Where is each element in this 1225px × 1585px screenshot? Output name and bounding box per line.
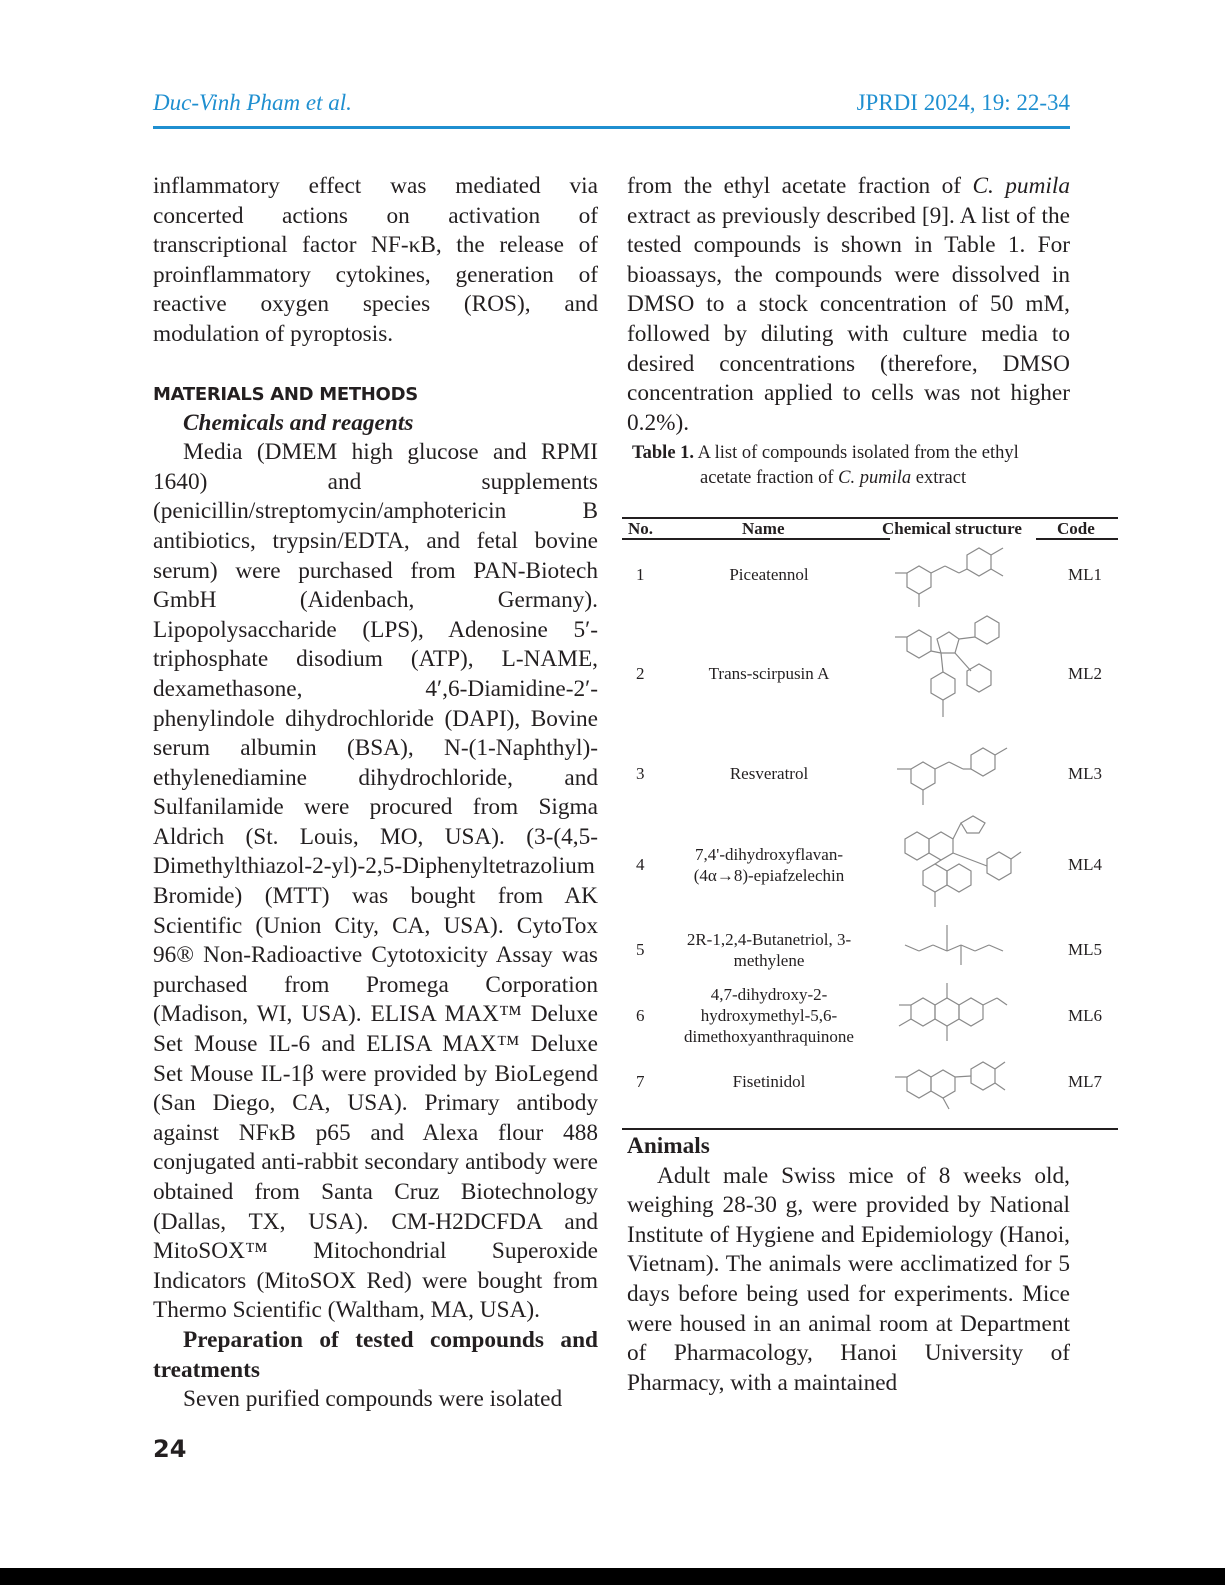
structure-image	[887, 977, 1027, 1049]
page-number: 24	[153, 1435, 187, 1463]
animals-section	[627, 1132, 1070, 1398]
intro-paragraph: inflammatory effect was mediated via concerted actions on activation of transcriptional factor NF-κB, the release of proinflammatory cytokines, generation of reactive oxygen species (ROS), and modulation of pyroptosis.	[153, 173, 598, 347]
structure-image	[887, 809, 1027, 919]
preparation-paragraph: Seven purified compounds were isolated	[183, 1386, 563, 1413]
table-top-rule	[622, 517, 1118, 519]
header-journal: JPRDI 2024, 19: 22-34	[856, 90, 1070, 115]
subheading-preparation: Preparation of tested compounds and treatments	[153, 1326, 598, 1383]
animals-paragraph: Adult male Swiss mice of 8 weeks old, weighing 28-30 g, were provided by National Institute of Hygiene and Epidemiology (Hanoi, Vietnam). The animals were acclimatized for 5 days before being used for experiments. Mice were housed in an animal room at Department of Pharmacology, Hanoi University of Pharmacy, with a maintained	[627, 1162, 1070, 1396]
header-rule	[153, 126, 1070, 129]
running-header	[153, 88, 1070, 128]
chemicals-paragraph: Media (DMEM high glucose and RPMI 1640) and supplements (penicillin/streptomycin/amphotericin B antibiotics, trypsin/EDTA, and fetal bovine serum) were purchased from PAN-Biotech GmbH (Aidenbach, Germany). Lipopolysaccharide (LPS), Adenosine 5′-triphosphate disodium (ATP), L-NAME, dexamethasone, 4′,6-Diamidine-2′-phenylindole dihydrochloride (DAPI), Bovine serum albumin (BSA), N-(1-Naphthyl)-ethylenediamine dihydrochloride, and Sulfanilamide were procured from Sigma Aldrich (St. Louis, MO, USA). (3-(4,5-Dimethylthiazol-2-yl)-2,5-Diphenyltetrazolium Bromide) (MTT) was bought from AK Scientific (Union City, CA, USA). CytoTox 96® Non-Radioactive Cytotoxicity Assay was purchased from Promega Corporation (Madison, WI, USA). ELISA MAX™ Deluxe Set Mouse IL-6 and ELISA MAX™ Deluxe Set Mouse IL-1β were provided by BioLegend (San Diego, CA, USA). Primary antibody against NFκB p65 and Alexa flour 488 conjugated anti-rabbit secondary antibody were obtained from Santa Cruz Biotechnology (Dallas, TX, USA). CM-H2DCFDA and MitoSOX™ Mitochondrial Superoxide Indicators (MitoSOX Red) were bought from Thermo Scientific (Waltham, MA, USA).	[153, 439, 598, 1324]
section-heading: MATERIALS AND METHODS	[153, 383, 418, 405]
header-author: Duc-Vinh Pham et al.	[153, 90, 352, 115]
table-caption: Table 1. A list of compounds isolated from the ethyl acetate fraction of C. pumila extract	[632, 443, 1019, 488]
table-bottom-rule	[622, 1128, 1118, 1130]
right-column	[627, 172, 1070, 438]
right-paragraph: from the ethyl acetate fraction of C. pumila extract as previously described [9]. A list of the tested compounds is shown in Table 1. For bioassays, the compounds were dissolved in DMSO to a stock concentration of 50 mM, followed by diluting with culture media to desired concentrations (therefore, DMSO concentration applied to cells was not higher 0.2%).	[627, 173, 1070, 436]
header-no: No.	[628, 519, 654, 538]
animals-heading: Animals	[627, 1133, 710, 1159]
header-name: Name	[742, 519, 785, 538]
structure-image	[887, 733, 1027, 813]
caption-label: Table 1.	[632, 443, 695, 463]
header-structure: Chemical structure	[882, 519, 1022, 538]
left-column	[153, 172, 598, 1415]
header-code: Code	[1057, 519, 1095, 538]
structure-image	[887, 535, 1027, 613]
structure-image	[887, 1049, 1027, 1115]
subheading-chemicals: Chemicals and reagents	[183, 409, 414, 436]
structure-image	[887, 917, 1027, 977]
structure-image	[887, 609, 1027, 729]
bottom-bar	[0, 1568, 1225, 1585]
